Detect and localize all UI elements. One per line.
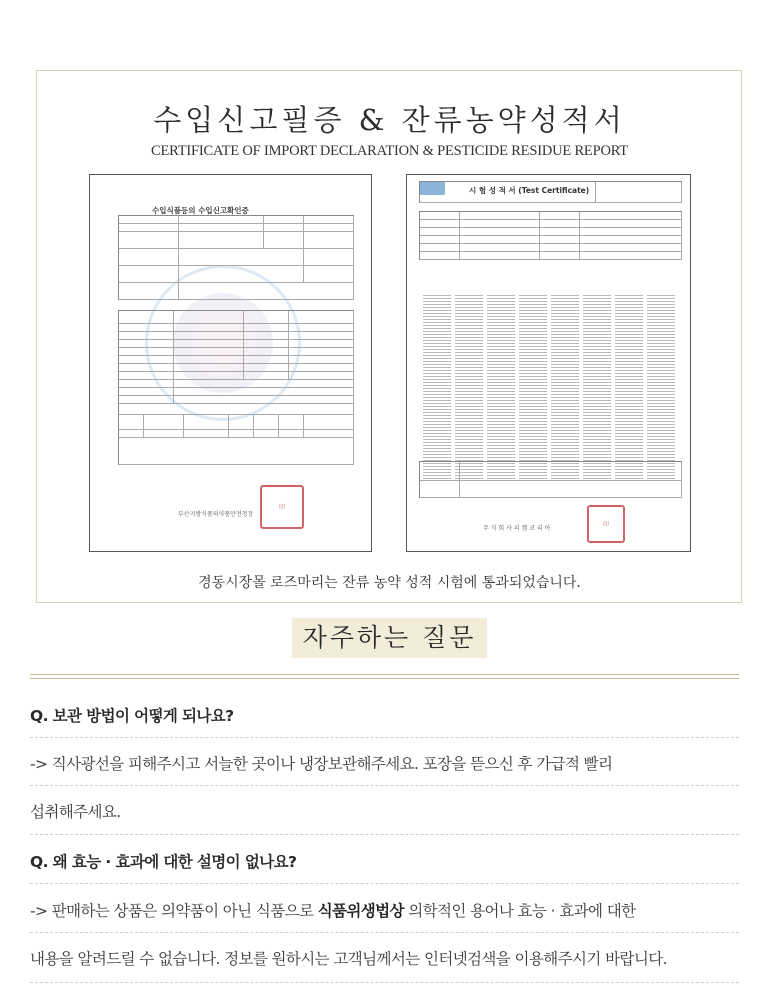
food-sanitation-law-emphasis: 식품위생법상: [317, 902, 404, 920]
certificate-caption: 경동시장몰 로즈마리는 잔류 농약 성적 시험에 통과되었습니다.: [198, 575, 581, 591]
faq-separator: [30, 982, 739, 983]
faq-divider-inner: [30, 678, 739, 679]
pesticide-test-document: [406, 174, 691, 552]
faq-separator: [30, 737, 739, 738]
faq-separator: [30, 932, 739, 933]
official-stamp: 印: [260, 485, 304, 529]
import-doc-table-details: [118, 310, 354, 465]
test-doc-result-table: [419, 461, 682, 498]
faq-question-storage: Q. 보관 방법이 어떻게 되나요?: [30, 707, 234, 725]
faq-answer-storage-line2: 섭취해주세요.: [30, 803, 121, 821]
company-stamp: 印: [587, 505, 625, 543]
faq-answer-efficacy-line1: [30, 899, 739, 921]
faq-separator: [30, 834, 739, 835]
faq-answer-suffix: 의학적인 용어나 효능 · 효과에 대한: [403, 902, 636, 920]
faq-separator: [30, 883, 739, 884]
import-doc-heading: 수입식품등의 수입신고확인증: [152, 206, 249, 215]
import-declaration-document: [89, 174, 372, 552]
import-doc-issuer: 부산지방식품의약품안전청장: [178, 511, 254, 518]
test-doc-header-box: [419, 181, 682, 203]
faq-question-efficacy: Q. 왜 효능 · 효과에 대한 설명이 없나요?: [30, 853, 297, 871]
test-doc-issuer: 주 식 회 사 피 켐 코 리 아: [483, 525, 551, 532]
test-doc-heading: 시 험 성 적 서 (Test Certificate): [469, 186, 590, 195]
faq-divider: [30, 674, 739, 675]
faq-answer-prefix: -> 판매하는 상품은 의약품이 아닌 식품으로: [30, 902, 318, 920]
pesticide-results-list: [423, 293, 675, 481]
faq-answer-efficacy-line2: 내용을 알려드릴 수 없습니다. 정보를 원하시는 고객님께서는 인터넷검색을 이용해주시기 바랍니다.: [30, 950, 667, 968]
faq-separator: [30, 785, 739, 786]
certificate-subtitle: CERTIFICATE OF IMPORT DECLARATION & PESTICIDE RESIDUE REPORT: [151, 143, 628, 159]
faq-answer-storage-line1: -> 직사광선을 피해주시고 서늘한 곳이나 냉장보관해주세요. 포장을 뜯으신 후 가급적 빨리: [30, 755, 613, 773]
faq-heading: 자주하는 질문: [292, 618, 487, 658]
certificate-title: 수입신고필증 & 잔류농약성적서: [153, 103, 626, 137]
test-doc-info-table: [419, 211, 682, 260]
import-doc-table-top: [118, 215, 354, 300]
